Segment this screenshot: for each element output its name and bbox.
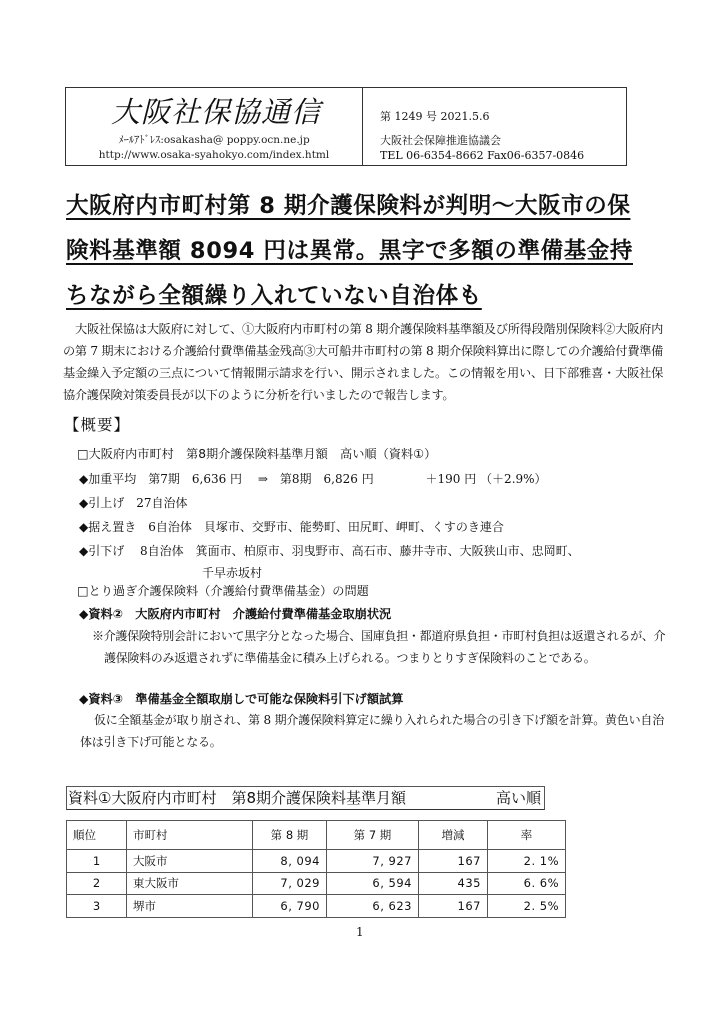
table-row — [67, 895, 566, 918]
email-address: ﾒｰﾙｱﾄﾞﾚｽ:osakasha@ poppy.ocn.ne.jp — [118, 134, 310, 146]
page-number: 1 — [356, 925, 364, 939]
cell-municipality: 堺市 — [127, 895, 253, 918]
material3-title: ◆資料③ 準備基金全額取崩しで可能な保険料引下げ額試算 — [79, 692, 404, 706]
reserve-fund-note: ※介護保険特別会計において黒字分となった場合、国庫負担・都道府県負担・市町村負担は返還されるが、介護保険料のみ返還されずに準備基金に積み上げられる。つまりとりすぎ保険料のことである。 — [92, 629, 666, 665]
section2-title: □とり過ぎ介護保険料（介護給付費準備基金）の問題 — [77, 584, 369, 598]
bullet-unchanged: ◆据え置き 6自治体 貝塚市、交野市、能勢町、田尻町、岬町、くすのき連合 — [79, 520, 504, 534]
cell-rank: 1 — [67, 850, 127, 873]
bullet-decrease: ◆引下げ 8自治体 箕面市、柏原市、羽曳野市、高石市、藤井寺市、大阪狭山市、忠岡町、 — [79, 544, 580, 558]
intro-paragraph: 大阪社保協は大阪府に対して、①大阪府内市町村の第 8 期介護保険料基準額及び所得段階別保険料②大阪府内の第 7 期末における介護給付費準備基金残高③大可船井市町村の第 8 期介保険料算出に際しての介護給付費準備基金繰入予定額の三点について情報開示請求を行い、開示されました。この情報を用い、日下部雅喜・大阪社保協介護保険対策委員長が以下のように分析を行いましたので報告します。 — [63, 322, 663, 402]
header-municipality: 市町村 — [127, 821, 253, 850]
cell-change: 167 — [419, 850, 488, 873]
bullet-decrease-continuation: 千早赤坂村 — [202, 566, 263, 580]
premium-ranking-table — [66, 820, 566, 918]
cell-period7: 6, 623 — [327, 895, 419, 918]
cell-period7: 7, 927 — [327, 850, 419, 873]
cell-rate: 2. 5% — [488, 895, 566, 918]
headline-line-3: ちながら全額繰り入れていない自治体も — [66, 283, 482, 309]
header-period8: 第 8 期 — [253, 821, 327, 850]
header-change: 増減 — [419, 821, 488, 850]
table-row — [67, 872, 566, 895]
section1-title: □大阪府内市町村 第8期介護保険料基準月額 高い順（資料①） — [77, 447, 437, 461]
table-caption — [66, 786, 545, 810]
organization-name: 大阪社会保障推進協議会 — [380, 134, 501, 147]
bullet-increase: ◆引上げ 27自治体 — [79, 496, 188, 510]
table-row — [67, 850, 566, 873]
cell-change: 167 — [419, 895, 488, 918]
cell-municipality: 大阪市 — [127, 850, 253, 873]
overview-heading: 【概要】 — [64, 416, 131, 434]
material2-title: ◆資料② 大阪府内市町村 介護給付費準備基金取崩状況 — [79, 607, 392, 621]
cell-rate: 2. 1% — [488, 850, 566, 873]
masthead — [65, 87, 627, 166]
headline-line-2: 険料基準額 8094 円は異常。黒字で多額の準備基金持 — [66, 238, 633, 264]
newsletter-title: 大阪社保協通信 — [110, 95, 321, 129]
cell-rate: 6. 6% — [488, 872, 566, 895]
issue-number-date: 第 1249 号 2021.5.6 — [380, 110, 490, 123]
table-header-row — [67, 821, 566, 850]
cell-rank: 2 — [67, 872, 127, 895]
cell-period8: 8, 094 — [253, 850, 327, 873]
contact-phone-fax: TEL 06-6354-8662 Fax06-6357-0846 — [380, 149, 585, 162]
table-caption-title: 資料①大阪府内市町村 第8期介護保険料基準月額 — [68, 789, 406, 807]
header-rate: 率 — [488, 821, 566, 850]
trial-calculation-text: 仮に全額基金が取り崩され、第 8 期介護保険料算定に繰り入れられた場合の引き下げ額を計算。黄色い自治体は引き下げ可能となる。 — [80, 713, 664, 749]
header-period7: 第 7 期 — [327, 821, 419, 850]
cell-municipality: 東大阪市 — [127, 872, 253, 895]
cell-period8: 7, 029 — [253, 872, 327, 895]
masthead-divider — [362, 88, 363, 165]
header-rank: 順位 — [67, 821, 127, 850]
cell-period8: 6, 790 — [253, 895, 327, 918]
cell-change: 435 — [419, 872, 488, 895]
website-url: http://www.osaka-syahokyo.com/index.html — [98, 149, 330, 161]
cell-rank: 3 — [67, 895, 127, 918]
table-caption-order: 高い順 — [495, 789, 541, 807]
bullet-weighted-average: ◆加重平均 第7期 6,636 円 ⇒ 第8期 6,826 円 ＋190 円 （＋2.9%） — [79, 472, 547, 486]
headline — [66, 184, 666, 319]
headline-line-1: 大阪府内市町村第 8 期介護保険料が判明～大阪市の保 — [66, 193, 631, 219]
cell-period7: 6, 594 — [327, 872, 419, 895]
